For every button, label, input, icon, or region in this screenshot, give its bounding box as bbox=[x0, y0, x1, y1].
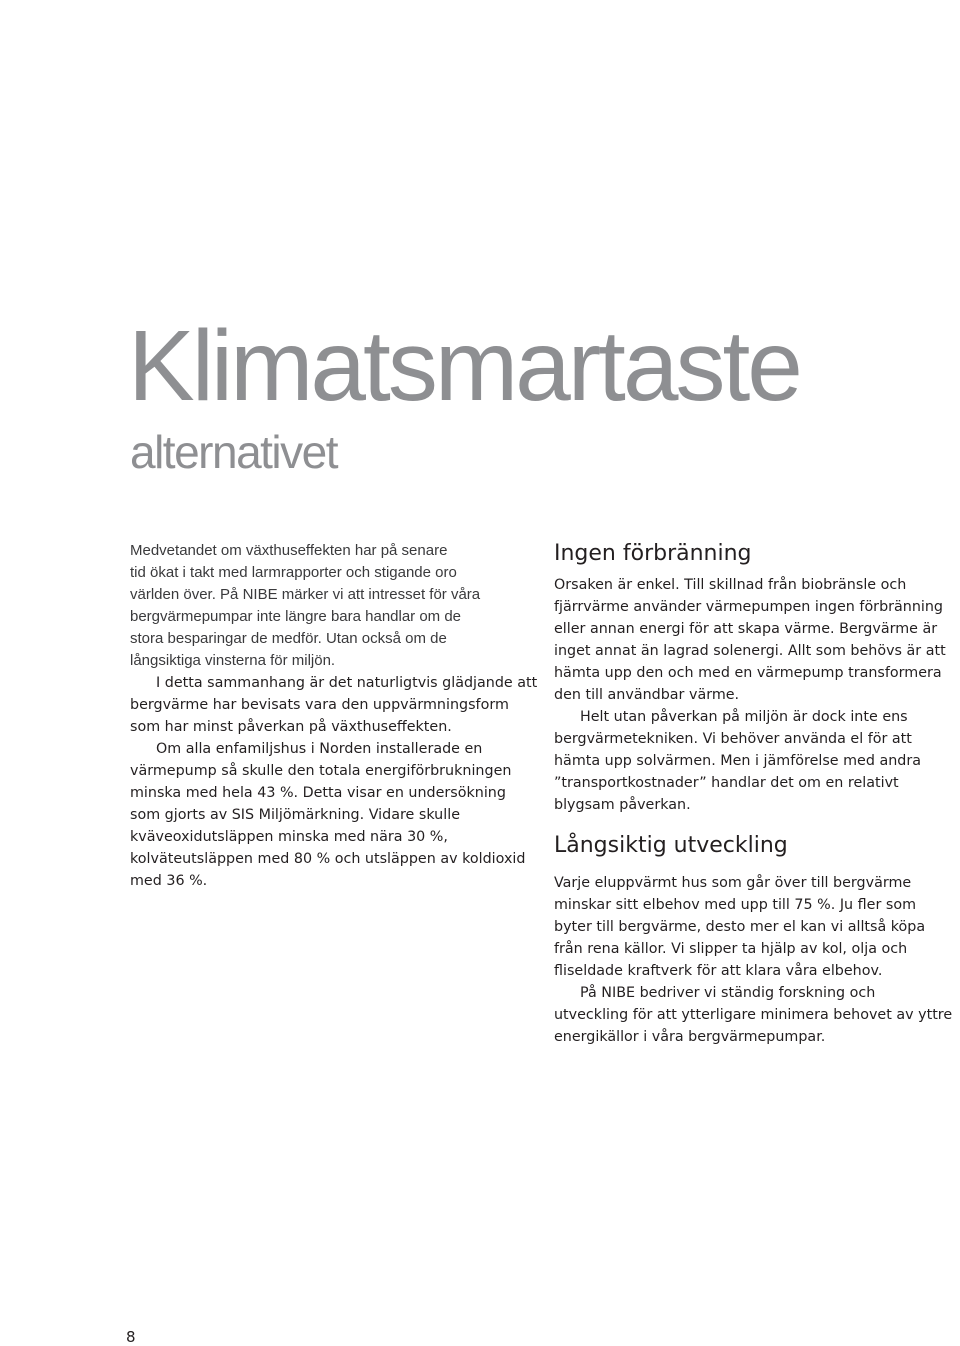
body-paragraph: Varje eluppvärmt hus som går över till bergvärme minskar sitt elbehov med upp till 75 %. Ju fler som byter till bergvärme, desto mer el kan vi alltså köpa från rena källor. Vi slipper ta hjälp av kol, olja och fliseldade kraftverk för att klara våra elbehov. bbox=[554, 875, 926, 979]
body-paragraph: Om alla enfamiljshus i Norden installerade en värmepump så skulle den totala energiförbrukningen minska med hela 43 %. Detta visar en undersökning som gjorts av SIS Miljömärkning. Vidare skulle kväveoxidutsläppen minska med nära 30 %, kolväteutsläppen med 80 % och utsläppen av koldioxid med 36 %. bbox=[130, 741, 526, 889]
intro-paragraph bbox=[130, 540, 540, 672]
intro-line: långsiktiga vinsterna för miljön. bbox=[130, 652, 336, 669]
intro-line: Medvetandet om växthuseffekten har på senare bbox=[130, 542, 448, 559]
body-paragraph: På NIBE bedriver vi ständig forskning och utveckling för att ytterligare minimera behovet av yttre energikällor i våra bergvärmepumpar. bbox=[554, 985, 953, 1045]
section-heading-ingen-forbranning: Ingen förbränning bbox=[554, 541, 752, 566]
intro-line: stora besparingar de medför. Utan också om de bbox=[130, 630, 447, 647]
intro-line: världen över. På NIBE märker vi att intresset för våra bbox=[130, 586, 481, 603]
left-column bbox=[130, 540, 540, 892]
page-title: Klimatsmartaste bbox=[128, 310, 800, 422]
intro-line: bergvärmepumpar inte längre bara handlar om de bbox=[130, 608, 462, 625]
intro-line: tid ökat i takt med larmrapporter och stigande oro bbox=[130, 564, 457, 581]
body-paragraph: Orsaken är enkel. Till skillnad från biobränsle och fjärrvärme använder värmepumpen ingen förbränning eller annan energi för att skapa värme. Bergvärme är inget annat än lagrad solenergi. Allt som behövs är att hämta upp den och med en värmepump transformera den till användbar värme. bbox=[554, 577, 946, 703]
page-subtitle: alternativet bbox=[130, 426, 338, 478]
section-heading-langsiktig-utveckling: Långsiktig utveckling bbox=[554, 833, 788, 858]
page-number: 8 bbox=[126, 1328, 136, 1346]
body-paragraph: I detta sammanhang är det naturligtvis glädjande att bergvärme har bevisats vara den uppvärmningsform som har minst påverkan på växthuseffekten. bbox=[130, 675, 538, 735]
body-paragraph: Helt utan påverkan på miljön är dock inte ens bergvärmetekniken. Vi behöver använda el för att hämta upp solvärmen. Men i jämförelse med andra ”transportkostnader” handlar det om en relativt blygsam påverkan. bbox=[554, 709, 921, 813]
right-column bbox=[554, 538, 954, 1048]
